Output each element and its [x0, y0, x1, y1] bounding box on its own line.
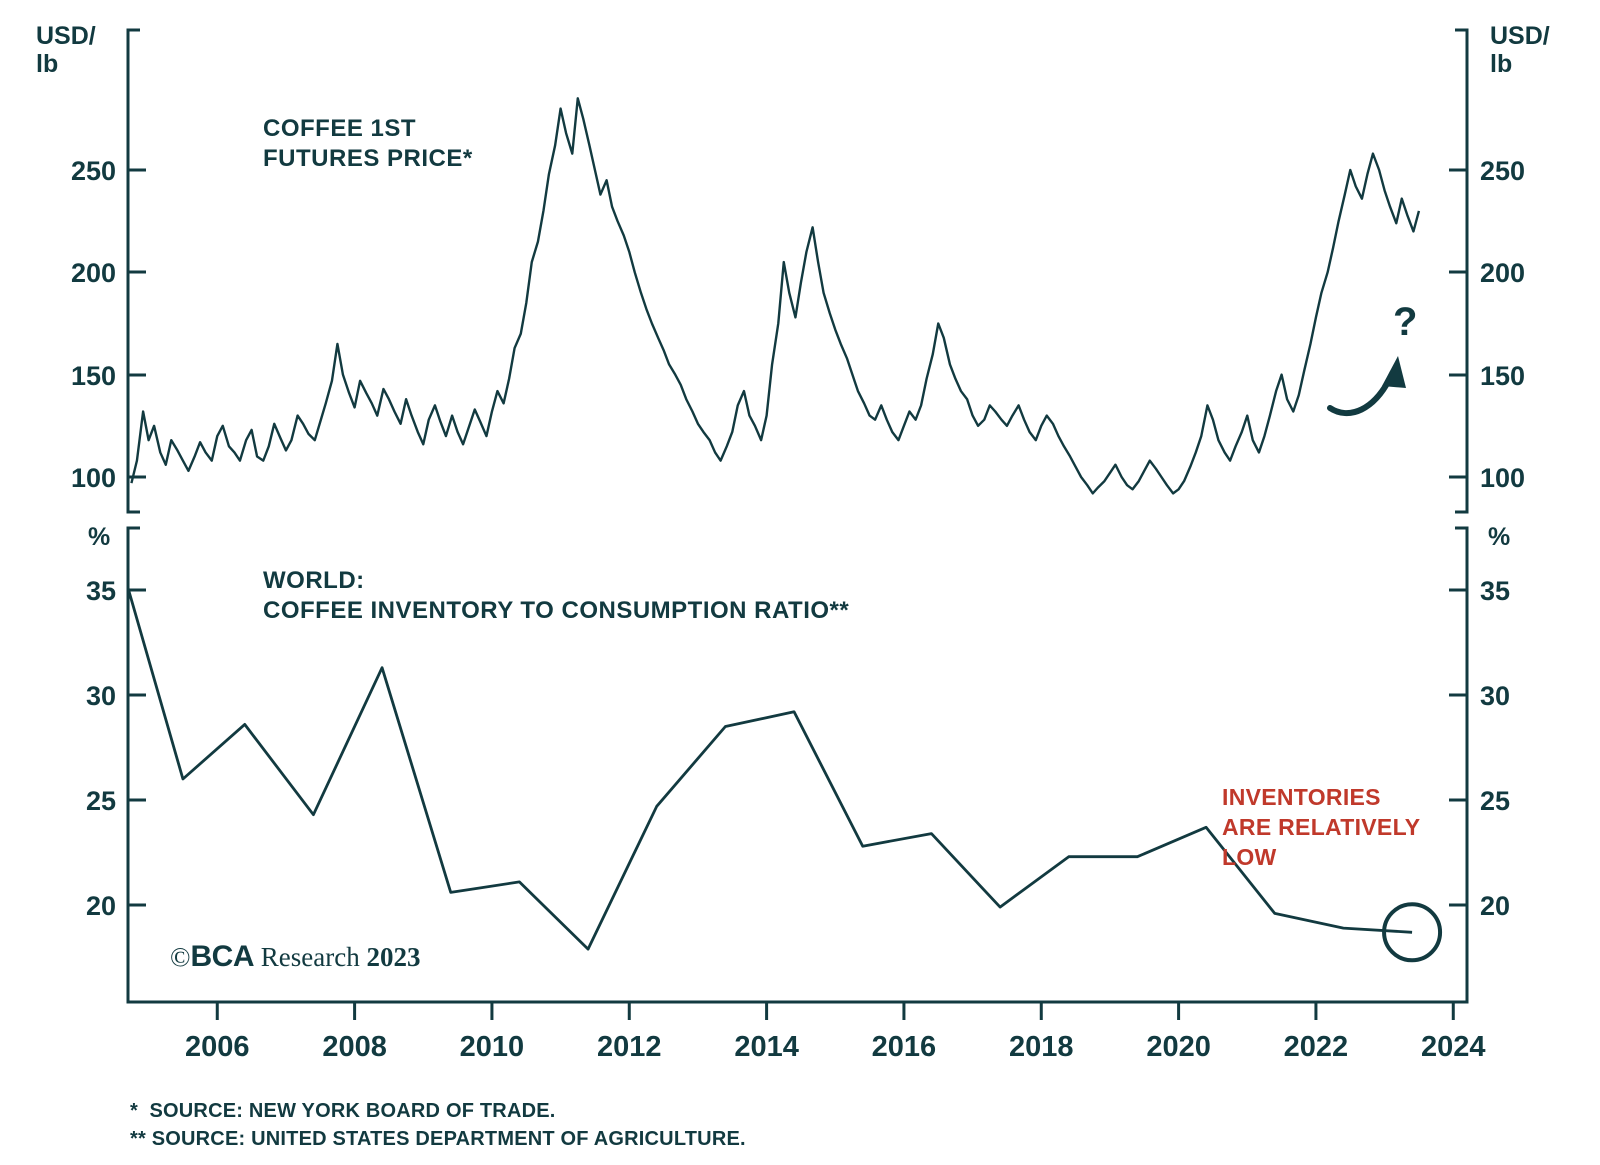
bottom-ytick-35-right: 35: [1480, 576, 1511, 606]
x-axis-ticks: [217, 1002, 1453, 1020]
x-tick-label-2014: 2014: [734, 1031, 799, 1063]
x-tick-label-2012: 2012: [597, 1031, 662, 1063]
top-ytick-250-right: 250: [1480, 156, 1526, 186]
inventories-annotation-line1: INVENTORIES: [1222, 784, 1381, 810]
upward-arrow-icon: [1330, 356, 1406, 413]
bottom-panel-right-ticks: [1449, 590, 1467, 905]
top-ytick-150-right: 150: [1480, 361, 1526, 391]
top-ytick-150-left: 150: [70, 361, 116, 391]
bottom-ytick-20-right: 20: [1480, 891, 1511, 921]
copyright-word: Research: [254, 942, 367, 972]
footnote-line-1: * SOURCE: NEW YORK BOARD OF TRADE.: [130, 1100, 556, 1122]
top-panel-right-ticks: [1449, 170, 1467, 477]
question-mark-annotation: ?: [1393, 300, 1418, 344]
top-ytick-100-right: 100: [1480, 463, 1526, 493]
top-series-title-line2: FUTURES PRICE*: [263, 145, 473, 172]
inventories-annotation-line3: LOW: [1222, 844, 1277, 870]
bottom-series-title-line1: WORLD:: [263, 567, 365, 594]
top-panel-left-ticks: [128, 170, 146, 477]
top-ytick-250-left: 250: [70, 156, 116, 186]
inventory-ratio-line: [128, 588, 1412, 949]
x-tick-label-2016: 2016: [871, 1031, 937, 1063]
inventories-annotation-line2: ARE RELATIVELY: [1222, 814, 1421, 840]
bottom-series-title-line2: COFFEE INVENTORY TO CONSUMPTION RATIO**: [263, 597, 850, 624]
top-ytick-100-left: 100: [70, 463, 116, 493]
bottom-ytick-25-right: 25: [1480, 786, 1511, 816]
bottom-ytick-30-left: 30: [85, 681, 116, 711]
bottom-ytick-30-right: 30: [1480, 681, 1511, 711]
x-tick-label-2008: 2008: [322, 1031, 387, 1063]
copyright-notice: [170, 940, 420, 974]
bottom-unit-right: %: [1488, 523, 1511, 551]
top-unit-right-line2: lb: [1490, 50, 1513, 78]
copyright-symbol: ©: [170, 942, 191, 972]
top-unit-left-line2: lb: [36, 50, 59, 78]
footnote-line-2: ** SOURCE: UNITED STATES DEPARTMENT OF AGRICULTURE.: [130, 1128, 746, 1150]
bottom-unit-left: %: [88, 523, 111, 551]
bottom-ytick-25-left: 25: [85, 786, 116, 816]
bottom-ytick-20-left: 20: [85, 891, 116, 921]
top-ytick-200-left: 200: [70, 258, 116, 288]
copyright-year: 2023: [366, 942, 421, 972]
bottom-ytick-35-left: 35: [85, 576, 116, 606]
top-series-title-line1: COFFEE 1ST: [263, 115, 417, 142]
x-axis-tick-labels: [185, 1031, 1486, 1063]
x-tick-label-2024: 2024: [1421, 1031, 1486, 1063]
x-tick-label-2006: 2006: [185, 1031, 250, 1063]
x-tick-label-2018: 2018: [1009, 1031, 1074, 1063]
x-tick-label-2020: 2020: [1146, 1031, 1211, 1063]
top-unit-left-line1: USD/: [36, 22, 96, 50]
top-panel-frame: [128, 30, 1467, 512]
top-ytick-200-right: 200: [1480, 258, 1526, 288]
top-unit-right-line1: USD/: [1490, 22, 1550, 50]
x-tick-label-2022: 2022: [1283, 1031, 1349, 1063]
x-tick-label-2010: 2010: [459, 1031, 525, 1063]
copyright-brand: BCA: [190, 940, 255, 973]
